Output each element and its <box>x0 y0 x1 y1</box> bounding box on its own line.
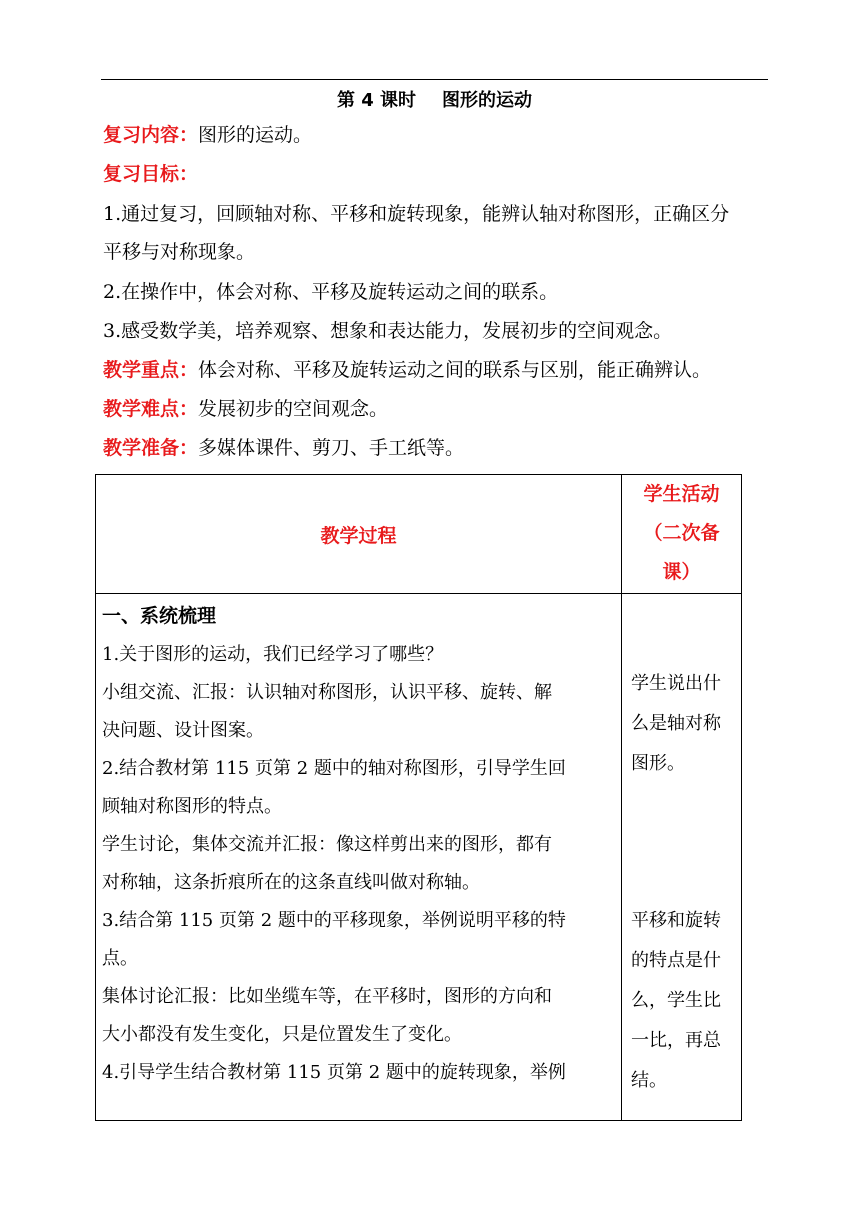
review-content-line <box>103 117 312 153</box>
goal-line: 2.在操作中，体会对称、平移及旋转运动之间的联系。 <box>103 281 559 303</box>
title-lesson: 第 4 课时 <box>336 90 417 111</box>
review-goals-line <box>103 156 198 192</box>
goal-line: 1.通过复习，回顾轴对称、平移和旋转现象，能辨认轴对称图形，正确区分 <box>103 203 730 225</box>
student-note-line: 么，学生比 <box>631 990 721 1011</box>
goal-line: 平移与对称现象。 <box>103 241 256 263</box>
review-content-text: 图形的运动。 <box>198 124 313 146</box>
process-column-header: 教学过程 <box>96 475 622 594</box>
goal-line: 3.感受数学美，培养观察、想象和表达能力，发展初步的空间观念。 <box>103 320 673 342</box>
preparation-line <box>103 430 464 466</box>
student-note-line: 结。 <box>631 1070 667 1091</box>
difficulty-line <box>103 391 388 427</box>
student-note-line: 一比，再总 <box>631 1030 721 1051</box>
key-point-text: 体会对称、平移及旋转运动之间的联系与区别，能正确辨认。 <box>198 359 712 381</box>
table-header-row <box>96 475 742 594</box>
key-point-label: 教学重点： <box>103 359 199 381</box>
process-line: 点。 <box>102 948 138 969</box>
process-line: 顾轴对称图形的特点。 <box>102 796 282 817</box>
lesson-plan-table <box>95 474 742 1121</box>
header-rule <box>101 79 768 80</box>
key-point-line <box>103 352 711 388</box>
student-header-line: （二次备 <box>643 522 720 544</box>
process-line: 2.结合教材第 115 页第 2 题中的轴对称图形，引导学生回 <box>102 758 566 779</box>
student-note-line: 么是轴对称 <box>631 713 721 734</box>
student-header-line: 学生活动 <box>643 483 720 505</box>
process-line: 1.关于图形的运动，我们已经学习了哪些？ <box>102 644 444 665</box>
student-activity-column-header <box>622 475 742 594</box>
student-note-line: 的特点是什 <box>631 950 721 971</box>
preparation-label: 教学准备： <box>103 437 199 459</box>
table-body-row <box>96 594 742 1121</box>
process-line: 集体讨论汇报：比如坐缆车等，在平移时，图形的方向和 <box>102 986 552 1007</box>
section-title: 一、系统梳理 <box>102 605 217 627</box>
student-header-line: 课） <box>662 561 701 583</box>
process-line: 对称轴，这条折痕所在的这条直线叫做对称轴。 <box>102 872 480 893</box>
review-goals-label: 复习目标： <box>103 163 199 185</box>
student-note-line: 平移和旋转 <box>631 910 721 931</box>
page-title <box>101 86 768 112</box>
student-note-line: 学生说出什 <box>631 673 721 694</box>
student-note-line: 图形。 <box>631 753 685 774</box>
title-topic: 图形的运动 <box>442 90 533 111</box>
teaching-process-cell <box>96 594 622 1121</box>
process-line: 3.结合第 115 页第 2 题中的平移现象，举例说明平移的特 <box>102 910 566 931</box>
difficulty-label: 教学难点： <box>103 398 199 420</box>
process-line: 学生讨论，集体交流并汇报：像这样剪出来的图形，都有 <box>102 834 552 855</box>
student-note-translation-rotation <box>631 901 735 1101</box>
process-line: 4.引导学生结合教材第 115 页第 2 题中的旋转现象，举例 <box>102 1062 566 1083</box>
review-content-label: 复习内容： <box>103 124 199 146</box>
difficulty-text: 发展初步的空间观念。 <box>198 398 389 420</box>
student-activity-cell <box>622 594 742 1121</box>
process-line: 大小都没有发生变化，只是位置发生了变化。 <box>102 1024 462 1045</box>
process-line: 小组交流、汇报：认识轴对称图形，认识平移、旋转、解 <box>102 682 552 703</box>
student-note-symmetry <box>631 664 735 784</box>
process-line: 决问题、设计图案。 <box>102 720 264 741</box>
preparation-text: 多媒体课件、剪刀、手工纸等。 <box>198 437 465 459</box>
